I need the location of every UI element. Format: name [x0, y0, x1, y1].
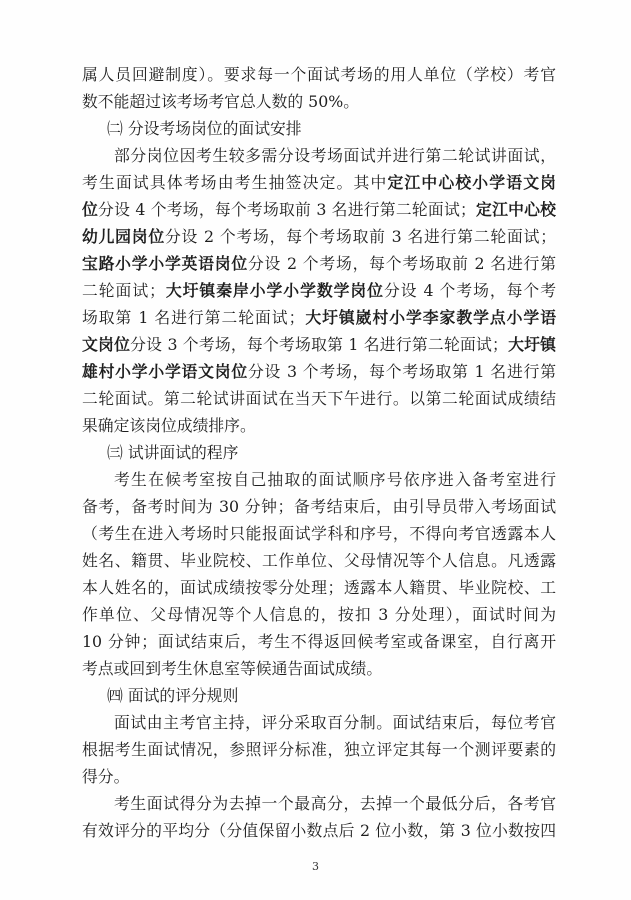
text-line [82, 763, 556, 790]
text-segment: 考生面试得分为去掉一个最高分，去掉一个最低分后，各考官 [114, 794, 556, 813]
text-line [82, 169, 556, 196]
text-segment: 二轮面试； [82, 281, 165, 300]
bold-text: 宝路小学小学英语岗位 [82, 254, 248, 273]
text-segment: 二轮面试。第二轮试讲面试在当天下午进行。以第二轮面试成绩结 [82, 389, 556, 408]
text-segment: 分设 4 个考场，每个考场取前 3 名进行第二轮面试； [98, 200, 476, 219]
document-body [82, 61, 556, 844]
bold-text: 大圩镇 [507, 335, 556, 354]
text-line [82, 196, 556, 223]
text-line [82, 709, 556, 736]
section-heading: ㈢ 试讲面试的程序 [107, 443, 239, 462]
paragraph [82, 790, 556, 844]
text-segment: 作单位、父母情况等个人信息的，按扣 3 分处理），面试时间为 [82, 605, 556, 624]
bold-text: 定江中心校小学语文岗 [387, 173, 556, 192]
text-segment: 数不能超过该考场考官总人数的 50%。 [82, 92, 360, 111]
text-segment: （考生在进入考场时只能报面试学科和序号，不得向考官透露本人 [82, 524, 556, 543]
paragraph [82, 61, 556, 115]
text-segment: 得分。 [82, 767, 130, 786]
text-line [82, 655, 556, 682]
text-segment: 果确定该岗位成绩排序。 [82, 416, 256, 435]
text-line [82, 520, 556, 547]
text-line [82, 790, 556, 817]
text-segment: 有效评分的平均分（分值保留小数点后 2 位小数，第 3 位小数按四 [82, 821, 556, 840]
text-line [82, 358, 556, 385]
text-line [82, 88, 556, 115]
section-heading: ㈣ 面试的评分规则 [107, 686, 239, 705]
text-line [82, 736, 556, 763]
text-segment: 面试由主考官主持，评分采取百分制。面试结束后，每位考官 [114, 713, 556, 732]
bold-text: 定江中心校 [475, 200, 556, 219]
text-segment: 属人员回避制度）。要求每一个面试考场的用人单位（学校）考官 [82, 65, 556, 84]
paragraph [82, 709, 556, 790]
section-heading: ㈡ 分设考场岗位的面试安排 [107, 119, 302, 138]
text-line [82, 250, 556, 277]
text-segment: 分设 4 个考场，每个考 [383, 281, 556, 300]
text-line [82, 574, 556, 601]
paragraph [82, 142, 556, 439]
text-line [82, 628, 556, 655]
text-line [82, 61, 556, 88]
text-segment: 分设 3 个考场，每个考场取第 1 名进行第二轮面试； [130, 335, 508, 354]
page-number: 3 [312, 860, 319, 873]
text-segment: 10 分钟；面试结束后，考生不得返回候考室或备课室，自行离开 [82, 632, 556, 651]
text-line [82, 817, 556, 844]
text-line [82, 493, 556, 520]
bold-text: 大圩镇秦岸小学小学数学岗位 [164, 281, 384, 300]
paragraph [82, 466, 556, 682]
bold-text: 文岗位 [82, 335, 131, 354]
text-segment: 分设 3 个考场，每个考场取第 1 名进行第 [247, 362, 556, 381]
bold-text: 大圩镇崴村小学李家教学点小学语 [304, 308, 556, 327]
text-line [82, 601, 556, 628]
text-line [82, 385, 556, 412]
text-line [82, 304, 556, 331]
text-segment: 本人姓名的，面试成绩按零分处理；透露本人籍贯、毕业院校、工 [82, 578, 556, 597]
text-segment: 根据考生面试情况，参照评分标准，独立评定其每一个测评要素的 [82, 740, 556, 759]
bold-text: 幼儿园岗位 [82, 227, 165, 246]
text-segment: 部分岗位因考生较多需分设考场面试并进行第二轮试讲面试， [114, 146, 556, 165]
text-line [82, 277, 556, 304]
text-line [82, 223, 556, 250]
bold-text: 雄村小学小学语文岗位 [82, 362, 248, 381]
text-line [82, 466, 556, 493]
bold-text: 位 [82, 200, 99, 219]
text-segment: 场取第 1 名进行第二轮面试； [82, 308, 305, 327]
text-segment: 分设 2 个考场，每个考场取前 3 名进行第二轮面试； [164, 227, 556, 246]
text-segment: 姓名、籍贯、毕业院校、工作单位、父母情况等个人信息。凡透露 [82, 551, 556, 570]
text-segment: 考点或回到考生休息室等候通告面试成绩。 [82, 659, 383, 678]
text-line [82, 412, 556, 439]
text-segment: 考生在候考室按自己抽取的面试顺序号依序进入备考室进行 [114, 470, 556, 489]
text-segment: 分设 2 个考场，每个考场取前 2 名进行第 [247, 254, 556, 273]
text-segment: 备考，备考时间为 30 分钟；备考结束后，由引导员带入考场面试 [82, 497, 556, 516]
text-line [82, 547, 556, 574]
text-line [82, 142, 556, 169]
text-segment: 考生面试具体考场由考生抽签决定。其中 [82, 173, 388, 192]
text-line [82, 331, 556, 358]
